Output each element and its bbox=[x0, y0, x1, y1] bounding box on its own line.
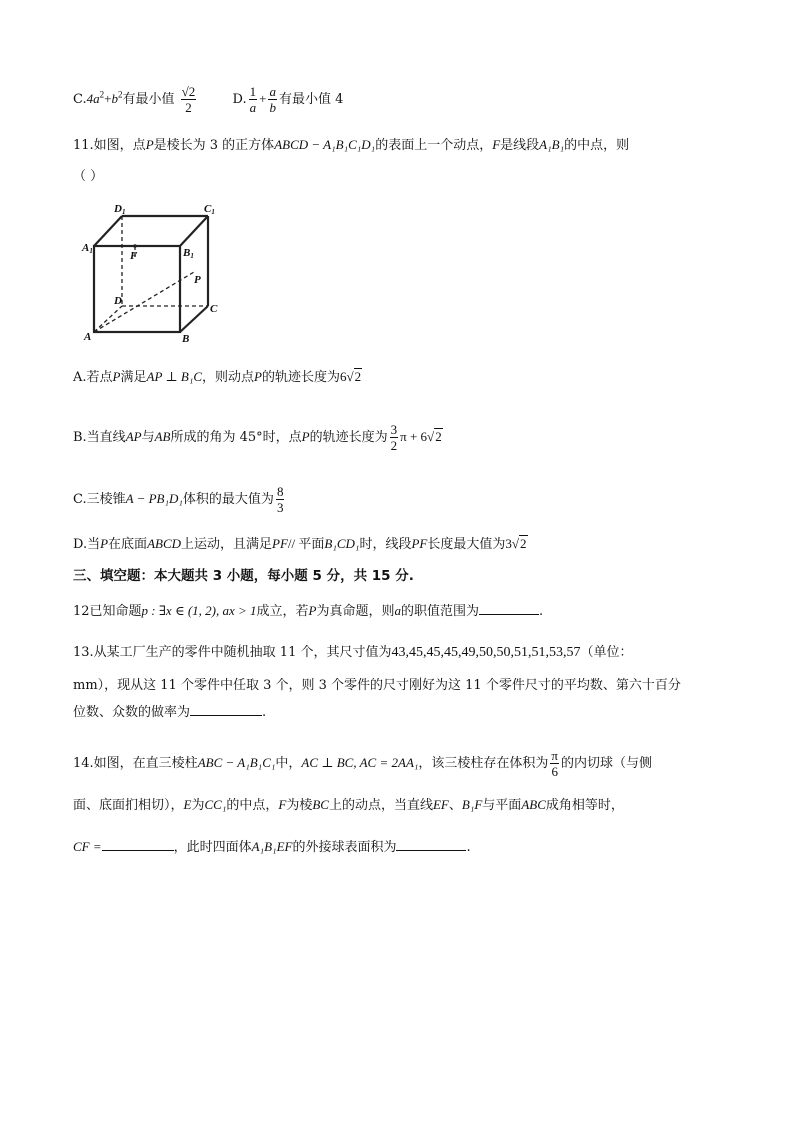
stem-text: 为真命题，则 bbox=[316, 604, 395, 619]
q13-line-1 bbox=[73, 646, 633, 660]
answer-blank[interactable] bbox=[396, 850, 466, 851]
q11-option-a bbox=[73, 370, 362, 384]
stem-text: 的外接球表面积为 bbox=[292, 840, 397, 855]
option-label: C. bbox=[73, 92, 87, 107]
math-expr: A₁B₁EF bbox=[251, 839, 293, 854]
stem-text: 的职值范围为 bbox=[401, 604, 480, 619]
stem-text: ，该三棱柱存在体积为 bbox=[418, 756, 549, 771]
sqrt-expr: 6√2 bbox=[340, 369, 362, 384]
label-b1: B1 bbox=[183, 247, 194, 260]
q11-answer-paren: （ ） bbox=[73, 169, 104, 184]
stem-text: ，此时四面体 bbox=[173, 840, 252, 855]
math-var: E bbox=[183, 797, 192, 812]
sqrt-expr: 3√2 bbox=[505, 536, 527, 551]
cube-diagram bbox=[80, 200, 222, 345]
fraction-numerator: √2 bbox=[181, 84, 196, 99]
option-text: 满足 bbox=[120, 370, 147, 385]
fraction-denominator: 2 bbox=[185, 100, 192, 115]
data-values: 43,45,45,45,49,50,50,51,51,53,57 bbox=[391, 645, 581, 660]
math-expr: A − PB₁D₁ bbox=[125, 491, 183, 506]
plus-sign: + bbox=[104, 91, 112, 106]
math-var: P bbox=[145, 137, 154, 152]
math-expr: PF bbox=[411, 536, 428, 551]
math-expr: AP bbox=[125, 429, 142, 444]
q10-option-c bbox=[73, 84, 202, 115]
math-expr: A₁B₁ bbox=[539, 137, 565, 152]
stem-text: 面、底面扪相切）， bbox=[73, 798, 184, 813]
section-heading: 三、填空题：本大题共 3 小题，每小题 5 分，共 15 分. bbox=[73, 568, 414, 584]
plus-sign: + bbox=[259, 91, 267, 106]
fraction-denominator: a bbox=[249, 100, 257, 115]
math-expr: ABCD − A₁B₁C₁D₁ bbox=[274, 137, 376, 152]
label-a: A bbox=[84, 331, 92, 343]
math-var: P bbox=[254, 369, 262, 384]
answer-blank[interactable] bbox=[479, 614, 539, 615]
math-expr: ABC − A₁B₁C₁ bbox=[197, 755, 276, 770]
option-text: C.三棱锥 bbox=[73, 492, 126, 507]
fraction bbox=[249, 84, 258, 115]
option-text: 的轨迹长度为 bbox=[309, 430, 388, 445]
period: . bbox=[262, 705, 267, 720]
q12 bbox=[73, 604, 543, 618]
fraction bbox=[181, 84, 197, 115]
label-d: D bbox=[114, 295, 122, 307]
math-expr: PF bbox=[272, 536, 288, 551]
option-text: 有最小值 4 bbox=[278, 92, 344, 107]
exponent: 2 bbox=[99, 89, 105, 100]
math-expr: ABCD bbox=[147, 536, 182, 551]
option-text: 在底面 bbox=[108, 537, 148, 552]
fraction: $\frac{\pi}{6}$ bbox=[551, 748, 558, 779]
label-d1: D1 bbox=[114, 203, 126, 216]
label-c: C bbox=[210, 303, 218, 315]
math-expr: AB bbox=[154, 429, 171, 444]
stem-text: 中， bbox=[275, 756, 302, 771]
stem-text: 13.从某工厂生产的零件中随机抽取 11 个，其尺寸值为 bbox=[73, 645, 392, 660]
stem-text: 的内切球（与侧 bbox=[561, 756, 653, 771]
option-text: D.当 bbox=[73, 537, 101, 552]
period: . bbox=[539, 604, 544, 619]
option-text: A.若点 bbox=[73, 370, 113, 385]
fraction-numerator: a bbox=[269, 84, 276, 99]
stem-text: 成立，若 bbox=[256, 604, 309, 619]
option-text: 上运动，且满足 bbox=[181, 537, 273, 552]
stem-text: 、 bbox=[448, 798, 462, 813]
stem-text: 为棱 bbox=[286, 798, 313, 813]
math-expr: CC₁ bbox=[204, 797, 227, 812]
math-expr: AP ⊥ B₁C bbox=[146, 369, 203, 384]
stem-text: 与平面 bbox=[482, 798, 522, 813]
stem-text: 成角相等时， bbox=[545, 798, 624, 813]
option-text: 的轨迹长度为 bbox=[261, 370, 340, 385]
fraction-numerator: 1 bbox=[249, 84, 257, 99]
option-text: 体积的最大值为 bbox=[182, 492, 274, 507]
option-text: // 平面 bbox=[287, 536, 325, 551]
stem-text: 11.如图，点 bbox=[73, 138, 146, 153]
label-c1: C1 bbox=[204, 203, 215, 216]
math-var: P bbox=[301, 429, 310, 444]
math-expr: AC ⊥ BC, AC = 2AA₁ bbox=[301, 755, 419, 770]
q11-option-c bbox=[73, 484, 286, 515]
math-var: P bbox=[112, 369, 121, 384]
answer-blank[interactable] bbox=[102, 850, 174, 851]
math-var: F bbox=[492, 137, 501, 152]
stem-text: 上的动点，当直线 bbox=[328, 798, 433, 813]
fraction-denominator: b bbox=[269, 100, 276, 115]
fraction: $\frac{8}{3}$ bbox=[276, 484, 284, 515]
math-var: F bbox=[278, 797, 287, 812]
stem-text: 是线段 bbox=[500, 138, 540, 153]
stem-text: 的中点，则 bbox=[564, 138, 630, 153]
stem-text: （单位： bbox=[580, 645, 633, 660]
q10-options-row bbox=[73, 84, 343, 115]
q14-line-1 bbox=[73, 748, 652, 779]
math-expr: EF bbox=[432, 797, 449, 812]
math-expr: CF = bbox=[73, 839, 102, 854]
math-expr: BC bbox=[312, 797, 329, 812]
math-term: 4a bbox=[86, 91, 100, 106]
stem-text: 14.如图，在直三棱柱 bbox=[73, 756, 198, 771]
label-f: F bbox=[130, 250, 138, 262]
q13-line-2: mm），现从这 11 个零件中任取 3 个，则 3 个零件的尺寸刚好为这 11 个零件尺寸的平均数、第六十百分 bbox=[73, 678, 681, 693]
q13-line-3 bbox=[73, 706, 266, 719]
option-text: B.当直线 bbox=[73, 430, 126, 445]
stem-text: 位数、众数的做率为 bbox=[73, 705, 191, 720]
stem-text: 12已知命题 bbox=[73, 604, 142, 619]
option-text: 时，线段 bbox=[359, 537, 412, 552]
period: . bbox=[466, 840, 471, 855]
exponent: 2 bbox=[117, 89, 123, 100]
stem-text: 为 bbox=[191, 798, 205, 813]
stem-text: 的表面上一个动点， bbox=[375, 138, 493, 153]
q10-option-d bbox=[232, 84, 344, 115]
math-expr: p : ∃x ∈ (1, 2), ax > 1 bbox=[141, 603, 257, 618]
option-text: 有最小值 bbox=[122, 92, 175, 107]
math-expr: B₁F bbox=[461, 797, 483, 812]
math-var: P bbox=[308, 603, 317, 618]
option-text: ，则动点 bbox=[202, 370, 255, 385]
fraction bbox=[268, 84, 277, 115]
math-expr: B₁CD₁ bbox=[324, 536, 360, 551]
label-p: P bbox=[194, 274, 201, 286]
math-var: a bbox=[394, 603, 402, 618]
q14-line-3 bbox=[73, 840, 471, 854]
math-var: P bbox=[100, 536, 109, 551]
option-text: 所成的角为 45°时，点 bbox=[170, 430, 302, 445]
stem-text: 的中点， bbox=[226, 798, 279, 813]
math-term: b bbox=[111, 91, 118, 106]
q14-line-2 bbox=[73, 798, 624, 812]
answer-blank[interactable] bbox=[190, 715, 262, 716]
fraction: $\frac{3}{2}$ bbox=[390, 422, 398, 453]
sqrt-expr: π + 6√2 bbox=[400, 429, 442, 444]
q11-stem bbox=[73, 138, 629, 152]
q11-option-d bbox=[73, 537, 528, 551]
option-text: 长度最大值为 bbox=[427, 537, 506, 552]
label-a1: A1 bbox=[82, 242, 93, 255]
label-b: B bbox=[182, 333, 190, 345]
option-label: D. bbox=[232, 92, 247, 107]
math-expr: ABC bbox=[521, 797, 546, 812]
q11-option-b bbox=[73, 422, 443, 453]
option-text: 与 bbox=[141, 430, 155, 445]
stem-text: 是棱长为 3 的正方体 bbox=[153, 138, 275, 153]
point-f bbox=[133, 244, 137, 248]
